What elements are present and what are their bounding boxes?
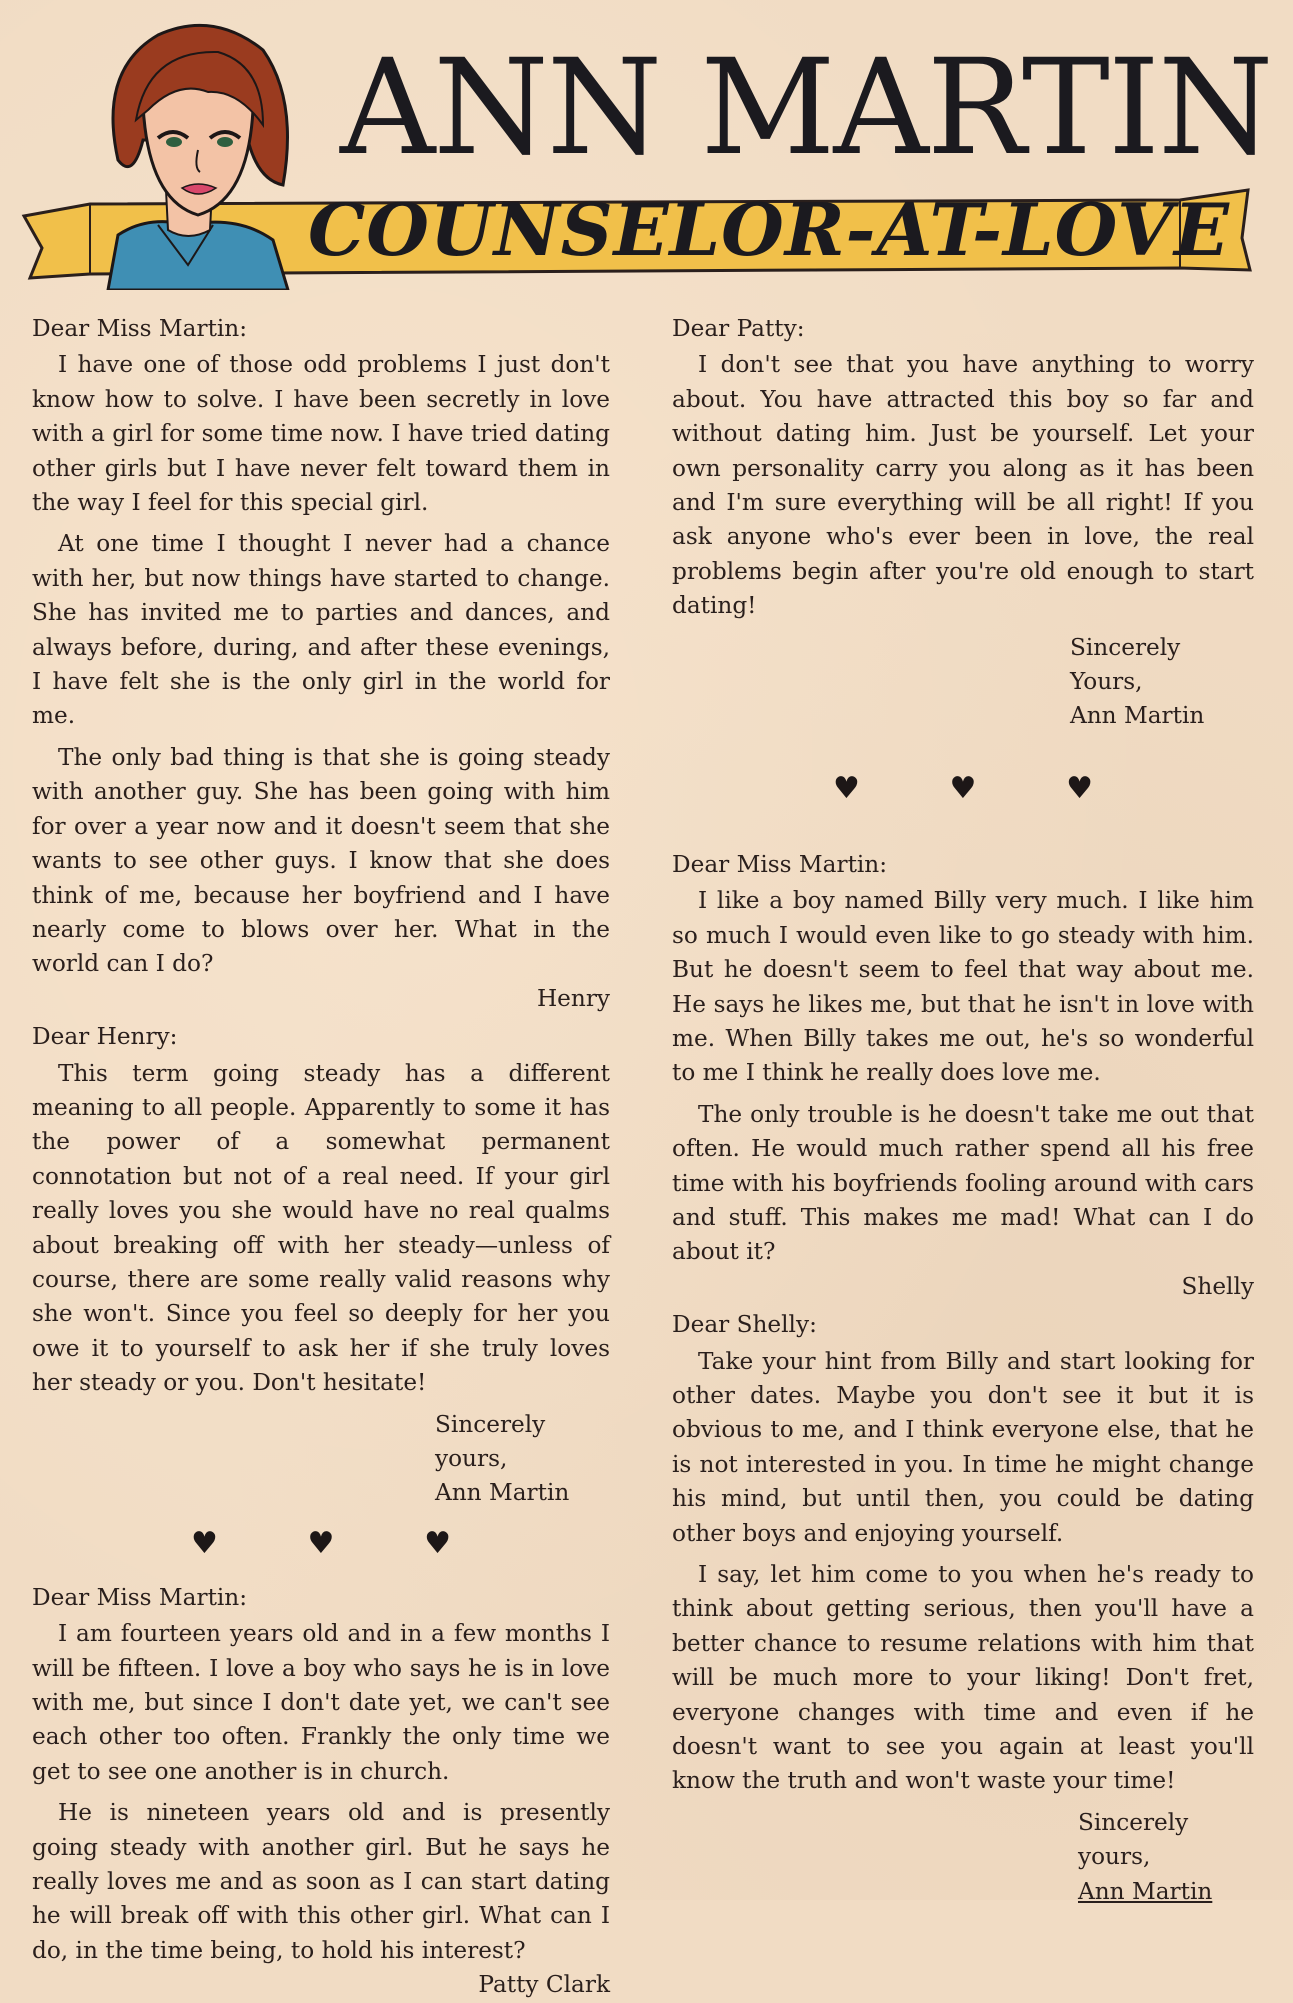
heart-icon: ♥ bbox=[307, 1525, 335, 1561]
reply-3-greeting: Dear Shelly: bbox=[672, 1311, 817, 1339]
heart-icon: ♥ bbox=[424, 1525, 451, 1561]
letter-1-paragraph: At one time I thought I never had a chance with her, but now things have started to change. She has invited me to parties and dances, and always before, during, and after these evenings, I have felt she is the only girl in the world for me. bbox=[32, 530, 610, 730]
ann-martin-portrait bbox=[88, 10, 298, 290]
letter-1-greeting: Dear Miss Martin: bbox=[32, 315, 248, 342]
reply-3-closing-block bbox=[672, 1806, 1254, 1909]
letter-3-paragraph: The only trouble is he doesn't take me out that often. He would much rather spend all his free time with his boyfriends fooling around with cars and stuff. This makes me mad! What can I do about it? bbox=[672, 1100, 1254, 1266]
letter-1-paragraph: I have one of those odd problems I just don't know how to solve. I have been secretly in love with a girl for some time now. I have tried dating other girls but I have never felt toward them in the way I feel for this special girl. bbox=[32, 351, 610, 517]
letter-3-greeting: Dear Miss Martin: bbox=[672, 850, 888, 878]
heart-divider bbox=[833, 770, 1093, 806]
reply-3-paragraph: Take your hint from Billy and start looking for other dates. Maybe you don't see it but it is obvious to me, and I think everyone else, that he is not interested in you. In time he might change his mind, but until then, you could be dating other boys and enjoying yourself. bbox=[672, 1347, 1254, 1547]
heart-icon: ♥ bbox=[833, 770, 860, 806]
letter-2-paragraph: I am fourteen years old and in a few months I will be fifteen. I love a boy who says he is in love with me, but since I don't date yet, we can't see each other too often. Frankly the only time we get to see one another is in church. bbox=[32, 1620, 610, 1785]
reply-2-greeting: Dear Patty: bbox=[672, 315, 805, 342]
reply-3-closing: Sincerely yours, bbox=[1078, 1808, 1189, 1871]
right-column bbox=[672, 312, 1254, 1909]
heart-divider bbox=[191, 1525, 451, 1561]
reply-1-closing-block bbox=[32, 1408, 610, 1511]
reply-1-greeting: Dear Henry: bbox=[32, 1023, 178, 1051]
letter-1-paragraph: The only bad thing is that she is going steady with another guy. She has been going with him for over a year now and it doesn't seem that she wants to see other guys. I know that she does think of me, because her boyfriend and I have nearly come to blows over her. What in the world can I do? bbox=[32, 743, 610, 978]
heart-icon: ♥ bbox=[191, 1525, 218, 1561]
left-column bbox=[32, 312, 610, 2003]
reply-1-closing: Sincerely yours, bbox=[435, 1410, 546, 1472]
reply-2-closing: Sincerely Yours, bbox=[1070, 633, 1181, 696]
reply-3-closing-name: Ann Martin bbox=[1078, 1877, 1213, 1905]
reply-1-paragraph: This term going steady has a different meaning to all people. Apparently to some it has the power of a somewhat permanent connotation but not of a real need. If your girl really loves you she would have no real qualms about breaking off with her steady—unless of course, there are some really valid reasons why she won't. Since you feel so deeply for her you owe it to yourself to ask her if she truly loves her steady or you. Don't hesitate! bbox=[32, 1059, 610, 1397]
reply-2-paragraph: I don't see that you have anything to worry about. You have attracted this boy so far and without dating him. Just be yourself. Let your own personality carry you along as it has been and I'm sure everything will be all right! If you ask anyone who's ever been in love, the real problems begin after you're old enough to start dating! bbox=[672, 351, 1254, 620]
letter-3-paragraph: I like a boy named Billy very much. I like him so much I would even like to go steady with him. But he doesn't seem to feel that way about me. He says he likes me, but that he isn't in love with me. When Billy takes me out, he's so wonderful to me I think he really does love me. bbox=[672, 887, 1254, 1087]
letter-2-paragraph: He is nineteen years old and is presently going steady with another girl. But he says he really loves me and as soon as I can start dating he will break off with this other girl. What can I do, in the time being, to hold his interest? bbox=[32, 1799, 610, 1964]
reply-2-closing-name: Ann Martin bbox=[1070, 702, 1205, 730]
letter-2-signature: Patty Clark bbox=[478, 1971, 610, 1999]
heart-icon: ♥ bbox=[949, 770, 977, 806]
letter-3-signature: Shelly bbox=[1181, 1272, 1254, 1300]
masthead bbox=[0, 0, 1293, 300]
masthead-title: ANN MARTIN bbox=[340, 31, 1272, 185]
heart-icon: ♥ bbox=[1066, 770, 1093, 806]
masthead-subtitle: COUNSELOR-AT-LOVE bbox=[308, 187, 1230, 272]
reply-3-paragraph: I say, let him come to you when he's ready to think about getting serious, then you'll have a better chance to resume relations with him that will be much more to your liking! Don't fret, everyone changes with time and even if he doesn't want to see you again at least you'll know the truth and won't waste your time! bbox=[672, 1561, 1254, 1795]
letter-1-signature: Henry bbox=[536, 984, 610, 1012]
reply-1-closing-name: Ann Martin bbox=[435, 1479, 570, 1507]
letter-2-greeting: Dear Miss Martin: bbox=[32, 1583, 248, 1611]
reply-2-closing-block bbox=[672, 631, 1254, 734]
